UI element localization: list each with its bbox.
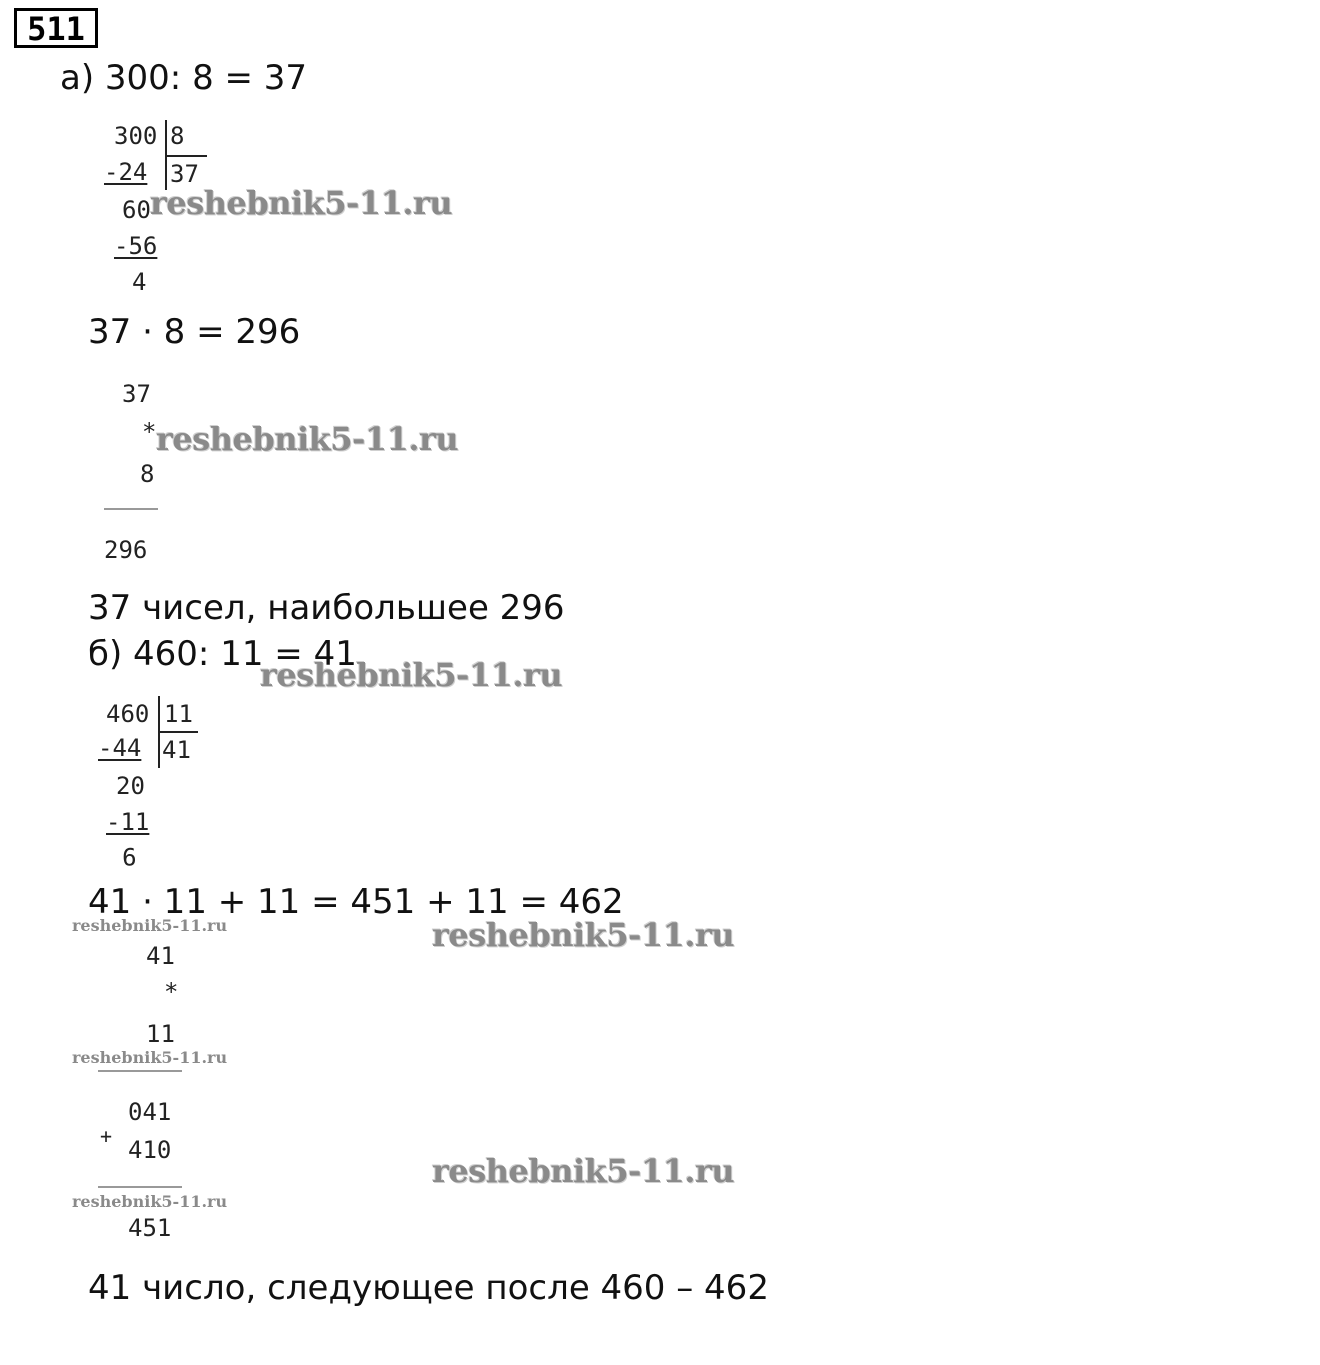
part-b-equation: б) 460: 11 = 41: [88, 634, 357, 674]
division-horizontal-line: [158, 731, 198, 733]
multiplication-factor1: 37: [122, 380, 151, 408]
watermark: reshebnik5-11.ru: [156, 420, 459, 458]
watermark: reshebnik5-11.ru: [72, 1192, 228, 1211]
division-dividend: 300: [114, 122, 158, 150]
division-step2-subtrahend: -11: [106, 808, 150, 836]
division-step1-subtrahend: -44: [98, 734, 142, 762]
part-a-answer: 37 чисел, наибольшее 296: [88, 588, 565, 628]
watermark: reshebnik5-11.ru: [72, 916, 228, 935]
division-divisor: 8: [170, 122, 185, 150]
addition-line: [98, 1186, 182, 1188]
division-horizontal-line: [165, 155, 207, 157]
multiplication-operator: *: [142, 418, 157, 446]
multiplication-partial1: 041: [128, 1098, 172, 1126]
multiplication-partial2: 410: [128, 1136, 172, 1164]
multiplication-factor2: 8: [140, 460, 155, 488]
watermark: reshebnik5-11.ru: [150, 184, 453, 222]
multiplication-result-line: [104, 508, 158, 510]
division-divisor: 11: [164, 700, 193, 728]
problem-number: 511: [14, 8, 98, 48]
addition-operator: +: [100, 1124, 113, 1148]
multiplication-factor1: 41: [146, 942, 175, 970]
part-b-check-equation: 41 · 11 + 11 = 451 + 11 = 462: [88, 882, 624, 922]
multiplication-line: [98, 1070, 182, 1072]
division-quotient: 37: [170, 160, 199, 188]
multiplication-factor2: 11: [146, 1020, 175, 1048]
part-b-answer: 41 число, следующее после 460 – 462: [88, 1268, 769, 1308]
division-remainder: 4: [132, 268, 147, 296]
part-a-equation: а) 300: 8 = 37: [60, 58, 308, 98]
watermark: reshebnik5-11.ru: [72, 1048, 228, 1067]
division-dividend: 460: [106, 700, 150, 728]
multiplication-result: 296: [104, 536, 148, 564]
division-remainder: 9: [122, 842, 137, 870]
division-step2-subtrahend: -56: [114, 232, 158, 260]
multiplication-operator: *: [164, 978, 179, 1006]
division-quotient: 41: [162, 736, 191, 764]
part-a-check-equation: 37 · 8 = 296: [88, 312, 301, 352]
multiplication-result: 451: [128, 1214, 172, 1242]
watermark: reshebnik5-11.ru: [432, 916, 735, 954]
division-step1-remainder: 20: [116, 772, 145, 800]
watermark: reshebnik5-11.ru: [260, 656, 563, 694]
watermark: reshebnik5-11.ru: [432, 1152, 735, 1190]
division-step1-subtrahend: -24: [104, 158, 148, 186]
division-step1-remainder: 60: [122, 196, 151, 224]
